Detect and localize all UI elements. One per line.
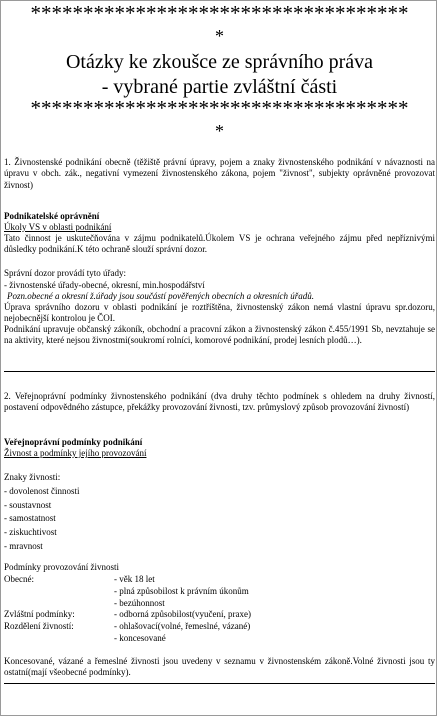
znaky-item: - ziskuchtivost bbox=[4, 527, 57, 537]
dozor-note: Pozn.obecné a okresní ž.úřady jsou součástí pověřených obecních a okresních úřadů. bbox=[7, 291, 315, 301]
znaky-title: Znaky živnosti: bbox=[4, 472, 61, 482]
paragraph-ukoly: Tato činnost je uskutečňována v zájmu podnikatelů.Úkolem VS je ochrana veřejného zájmu před nepříznivými důsledky podnikání.K této ochraně slouží správní dozor. bbox=[4, 233, 435, 255]
star-mark: * bbox=[215, 26, 224, 46]
znaky-item: - dovolenost činnosti bbox=[4, 486, 80, 496]
star-rule-top: ************************************ bbox=[30, 3, 409, 24]
question-1-text: 1. Živnostenské podnikání obecně (těžiště právní úpravy, pojem a znaky živnostenského podnikání v návaznosti na úpravu v obch. zák., negativní vymezení živnostenského zákona, pojem "živnost", subjekty oprávněné provozovat živnost) bbox=[4, 157, 435, 190]
podminky-label: Rozdělení živností: bbox=[4, 621, 74, 631]
podminky-title: Podmínky provozování živnosti bbox=[4, 562, 119, 572]
znaky-item: - samostatnost bbox=[4, 513, 56, 523]
dozor-list-item: - živnostenské úřady-obecné, okresní, min.hospodářství bbox=[4, 280, 205, 290]
dozor-intro: Správní dozor provádí tyto úřady: bbox=[4, 268, 126, 278]
podminky-value: - odborná způsobilost(vyučení, praxe) bbox=[114, 609, 251, 619]
podminky-value: - plná způsobilost k právním úkonům bbox=[114, 586, 249, 596]
znaky-item: - mravnost bbox=[4, 541, 43, 551]
podminky-value: - věk 18 let bbox=[114, 574, 155, 584]
znaky-item: - soustavnost bbox=[4, 500, 52, 510]
paragraph-podnikani: Podnikání upravuje občanský zákoník, obchodní a pracovní zákon a živnostenský zákon č.455/1991 Sb, nevztahuje se na aktivity, které nejsou živnostmi(soukromí rolníci, komorové podnikání, prodej lesních plodů…). bbox=[4, 324, 435, 346]
document-title-line1: Otázky ke zkoušce ze správního práva bbox=[65, 51, 374, 73]
section-heading-2: Veřejnoprávní podmínky podnikání bbox=[4, 437, 143, 447]
paragraph-uprava: Úprava správního dozoru v oblasti podnikání je roztříštěna, živnostenský zákon nemá vlastní úpravu spr.dozoru, nejobecnější kontrolou je ČOI. bbox=[4, 302, 435, 324]
podminky-value: - bezúhonnost bbox=[114, 598, 165, 608]
podminky-value: - ohlašovací(volné, řemeslné, vázané) bbox=[114, 621, 251, 631]
section-subheading-2: Živnost a podmínky jejího provozování bbox=[4, 448, 147, 458]
podminky-label: Zvláštní podmínky: bbox=[4, 609, 75, 619]
section-subheading: Úkoly VS v oblasti podnikání bbox=[4, 222, 112, 232]
podminky-label: Obecné: bbox=[4, 574, 34, 584]
question-2-text: 2. Veřejnoprávní podmínky živnostenského podnikání (dva druhy těchto podmínek s ohledem na druhy živností, postavení odpovědného zástupce, překážky provozování živnosti, tzv. průmyslový způsob provozování živností) bbox=[4, 391, 435, 413]
paragraph-closing: Koncesované, vázané a řemeslné živnosti jsou uvedeny v seznamu v živnostenském zákoně.Volné živnosti jsou ty ostatní(mají všeobecné podmínky). bbox=[4, 656, 435, 678]
section-divider-2 bbox=[4, 683, 435, 684]
star-mark-2: * bbox=[215, 121, 224, 141]
section-heading: Podnikatelské oprávnění bbox=[4, 211, 100, 221]
document-title-line2: - vybrané partie zvláštní části bbox=[101, 76, 338, 98]
podminky-value: - koncesované bbox=[114, 633, 166, 643]
section-divider bbox=[4, 371, 435, 372]
star-rule-bottom: ************************************ bbox=[30, 98, 409, 119]
